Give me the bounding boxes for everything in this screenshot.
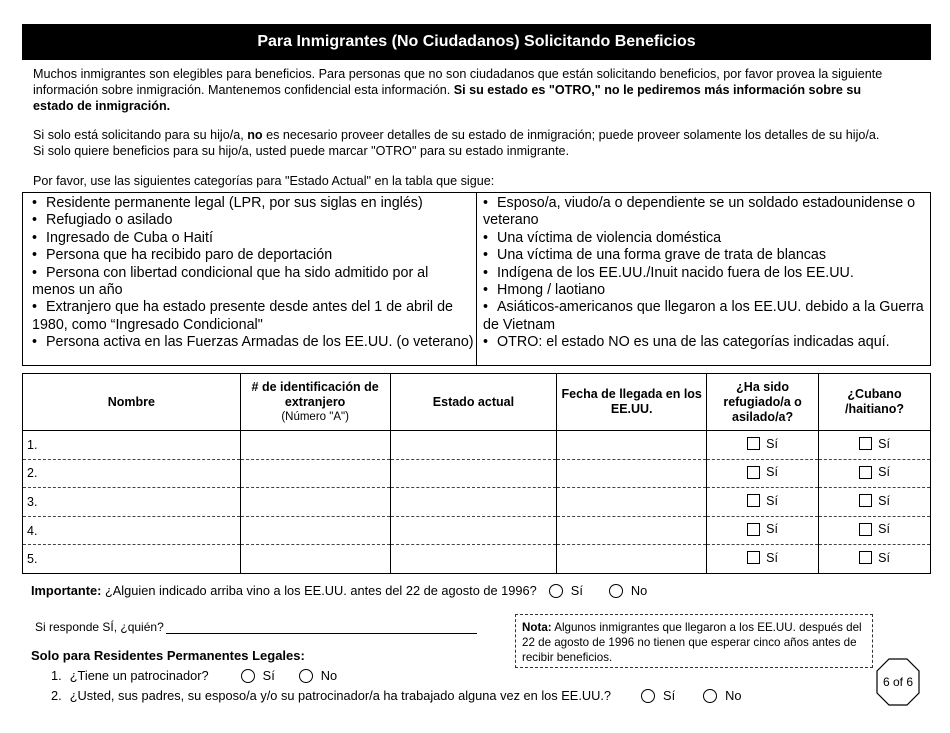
intro-bold-text: no (247, 128, 263, 142)
name-cell[interactable]: 5. (23, 545, 241, 574)
refugee-checkbox[interactable] (747, 465, 778, 479)
sponsor-no-radio[interactable] (299, 668, 337, 683)
status-categories (22, 192, 931, 366)
refugee-checkbox[interactable] (747, 437, 778, 451)
checkbox-box (859, 551, 872, 564)
cuban-cell (819, 459, 931, 488)
category-item: • Esposo/a, viudo/a o dependiente se un soldado estadounidense o veterano (483, 195, 928, 230)
who-input[interactable] (166, 616, 477, 634)
category-item: • Asiáticos-americanos que llegaron a los EE.UU. debido a la Guerra de Vietnam (483, 299, 928, 334)
intro-bold-text: Si su estado es "OTRO," no le pediremos más información sobre su estado de inmigración. (33, 83, 862, 113)
checkbox-label: Sí (766, 522, 778, 537)
refugee-checkbox[interactable] (747, 494, 778, 508)
immigrant-table (22, 373, 931, 574)
refugee-checkbox[interactable] (747, 522, 778, 536)
refugee-cell (707, 431, 819, 460)
lpr-question-2 (51, 688, 741, 703)
arrival-date-cell[interactable] (557, 516, 707, 545)
categories-left-column (23, 193, 477, 365)
radio-circle (241, 669, 255, 683)
refugee-checkbox[interactable] (747, 551, 778, 565)
important-no-radio[interactable] (609, 583, 647, 598)
cuban-checkbox[interactable] (859, 465, 890, 479)
refugee-cell (707, 516, 819, 545)
radio-circle (549, 584, 563, 598)
checkbox-label: Sí (878, 493, 890, 508)
alien-id-cell[interactable] (240, 431, 390, 460)
lpr-heading: Solo para Residentes Permanentes Legales: (31, 648, 305, 663)
intro-paragraph-3: Por favor, use las siguientes categorías para "Estado Actual" en la tabla que sigue: (33, 174, 495, 188)
radio-circle (703, 689, 717, 703)
table-row (23, 488, 931, 517)
checkbox-box (859, 523, 872, 536)
important-yes-radio[interactable] (549, 583, 583, 598)
radio-circle (299, 669, 313, 683)
checkbox-box (747, 551, 760, 564)
intro-paragraph-1 (33, 66, 893, 114)
header-cuban-haitian: ¿Cubano /haitiano? (819, 374, 931, 431)
checkbox-label: Sí (766, 465, 778, 480)
page-number: 6 of 6 (882, 675, 914, 689)
table-row (23, 545, 931, 574)
note-label: Nota: (522, 621, 552, 634)
header-name: Nombre (23, 374, 241, 431)
category-item: • Residente permanente legal (LPR, por sus siglas en inglés) (32, 195, 474, 212)
category-item: • Extranjero que ha estado presente desde antes del 1 de abril de 1980, como “Ingresado Condicional" (32, 299, 474, 334)
checkbox-box (747, 466, 760, 479)
alien-id-cell[interactable] (240, 488, 390, 517)
checkbox-box (859, 466, 872, 479)
checkbox-box (859, 494, 872, 507)
header-alien-id (240, 374, 390, 431)
page-number-badge (876, 658, 920, 706)
category-item: • Una víctima de una forma grave de trata de blancas (483, 247, 928, 264)
arrival-date-cell[interactable] (557, 545, 707, 574)
arrival-date-cell[interactable] (557, 431, 707, 460)
category-item: • Una víctima de violencia doméstica (483, 230, 928, 247)
category-item: • Persona activa en las Fuerzas Armadas de los EE.UU. (o veterano) (32, 334, 474, 351)
checkbox-label: Sí (766, 493, 778, 508)
cuban-cell (819, 545, 931, 574)
arrival-date-cell[interactable] (557, 488, 707, 517)
name-cell[interactable]: 2. (23, 459, 241, 488)
refugee-cell (707, 459, 819, 488)
question-number: 2. (51, 688, 62, 703)
category-item: • Refugiado o asilado (32, 212, 474, 229)
checkbox-label: Sí (766, 436, 778, 451)
radio-circle (609, 584, 623, 598)
note-box (515, 614, 873, 668)
radio-label: No (320, 668, 338, 683)
radio-label: No (630, 583, 648, 598)
question-text: ¿Usted, sus padres, su esposo/a y/o su patrocinador/a ha trabajado alguna vez en los EE.UU.? (69, 688, 612, 703)
intro-text: Muchos inmigrantes son elegibles para beneficios. Para personas que no son ciudadanos que están solicitando beneficios, por favor provea la siguiente información sobre inmigración. Mantenemos confidencial esta información. (33, 67, 883, 97)
cuban-checkbox[interactable] (859, 437, 890, 451)
question-text: ¿Tiene un patrocinador? (69, 668, 209, 683)
checkbox-label: Sí (878, 436, 890, 451)
lpr-question-1 (51, 668, 337, 683)
checkbox-box (747, 494, 760, 507)
intro-text: Si solo está solicitando para su hijo/a, (33, 128, 248, 142)
radio-circle (641, 689, 655, 703)
status-cell[interactable] (390, 459, 557, 488)
who-label: Si responde SÍ, ¿quién? (35, 620, 164, 634)
status-cell[interactable] (390, 545, 557, 574)
question-number: 1. (51, 668, 62, 683)
radio-label: Sí (262, 668, 275, 683)
who-field (35, 616, 477, 634)
table-row (23, 516, 931, 545)
category-item: • Persona con libertad condicional que ha sido admitido por al menos un año (32, 265, 474, 300)
category-item: • Hmong / laotiano (483, 282, 928, 299)
worked-no-radio[interactable] (703, 688, 741, 703)
cuban-checkbox[interactable] (859, 551, 890, 565)
checkbox-box (859, 437, 872, 450)
header-refugee: ¿Ha sido refugiado/a o asilado/a? (707, 374, 819, 431)
cuban-checkbox[interactable] (859, 522, 890, 536)
important-question (31, 583, 647, 598)
alien-id-cell[interactable] (240, 516, 390, 545)
category-item: • Persona que ha recibido paro de deportación (32, 247, 474, 264)
checkbox-label: Sí (766, 550, 778, 565)
table-header-row (23, 374, 931, 431)
cuban-cell (819, 431, 931, 460)
intro-paragraph-2 (33, 127, 893, 159)
category-item: • OTRO: el estado NO es una de las categorías indicadas aquí. (483, 334, 928, 351)
table-row (23, 431, 931, 460)
intro-text: es necesario proveer detalles de su estado de inmigración; puede proveer solamente los detalles de su hijo/a. Si solo quiere beneficios para su hijo/a, usted puede marcar "OTRO" para su estado inmigrante. (33, 128, 880, 158)
status-cell[interactable] (390, 516, 557, 545)
alien-id-cell[interactable] (240, 545, 390, 574)
header-arrival-date: Fecha de llegada en los EE.UU. (557, 374, 707, 431)
important-label: Importante: (31, 583, 102, 598)
checkbox-label: Sí (878, 522, 890, 537)
category-item: • Indígena de los EE.UU./Inuit nacido fuera de los EE.UU. (483, 265, 928, 282)
category-item: • Ingresado de Cuba o Haití (32, 230, 474, 247)
radio-label: Sí (663, 688, 676, 703)
note-text: Algunos inmigrantes que llegaron a los EE.UU. después del 22 de agosto de 1996 no tienen que esperar cinco años antes de recibir beneficios. (522, 621, 862, 664)
checkbox-label: Sí (878, 465, 890, 480)
checkbox-box (747, 523, 760, 536)
refugee-cell (707, 545, 819, 574)
radio-label: No (725, 688, 742, 703)
header-status: Estado actual (390, 374, 557, 431)
header-alien-id-label: # de identificación de extranjero (251, 379, 379, 409)
cuban-cell (819, 516, 931, 545)
sponsor-yes-radio[interactable] (241, 668, 275, 683)
checkbox-label: Sí (878, 550, 890, 565)
name-cell[interactable]: 3. (23, 488, 241, 517)
cuban-cell (819, 488, 931, 517)
status-cell[interactable] (390, 431, 557, 460)
checkbox-box (747, 437, 760, 450)
name-cell[interactable]: 4. (23, 516, 241, 545)
important-question-text: ¿Alguien indicado arriba vino a los EE.UU. antes del 22 de agosto de 1996? (101, 583, 537, 598)
worked-yes-radio[interactable] (641, 688, 675, 703)
cuban-checkbox[interactable] (859, 494, 890, 508)
table-row (23, 459, 931, 488)
radio-label: Sí (570, 583, 583, 598)
status-cell[interactable] (390, 488, 557, 517)
alien-id-cell[interactable] (240, 459, 390, 488)
page-title: Para Inmigrantes (No Ciudadanos) Solicitando Beneficios (22, 24, 931, 60)
name-cell[interactable]: 1. (23, 431, 241, 460)
categories-right-column (477, 193, 930, 365)
header-alien-id-sub: (Número "A") (281, 410, 349, 423)
refugee-cell (707, 488, 819, 517)
arrival-date-cell[interactable] (557, 459, 707, 488)
